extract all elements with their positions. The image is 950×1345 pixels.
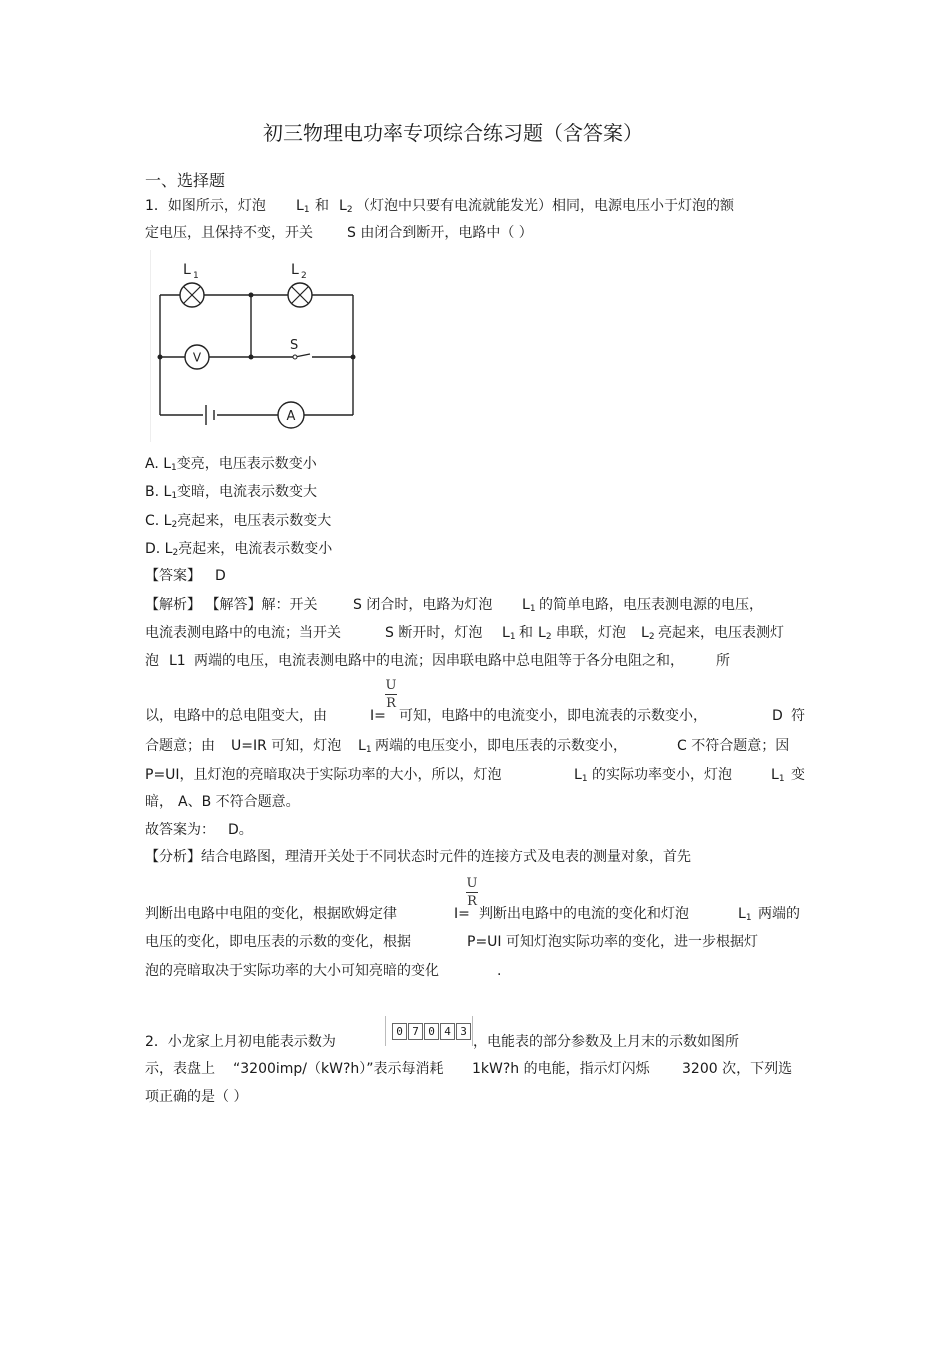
summary-line1: 【分析】结合电路图，理清开关处于不同状态时元件的连接方式及电表的测量对象，首先 [145, 849, 691, 865]
l2-label-sub: 2 [301, 271, 307, 281]
analysis-line4e: 符 [791, 708, 805, 724]
analysis-line5e: C 不符合题意；因 [677, 738, 790, 754]
summary-line2b: I= [454, 906, 470, 922]
analysis-line2e: $L_2$ [538, 625, 552, 642]
analysis-line2a: 电流表测电路中的电流；当开关 [145, 625, 341, 641]
q1-line1-and: 和 [315, 198, 329, 214]
summary-line3b: P=UI 可知灯泡实际功率的变化，进一步根据灯 [467, 934, 758, 950]
summary-line2e: 两端的 [758, 906, 800, 922]
q1-line2: 定电压，且保持不变，开关 [145, 225, 313, 241]
option-d: D. $L_2$亮起来，电流表示数变小 [145, 541, 333, 558]
analysis-line3c: 两端的电压，电流表测电路中的电流；因串联电路中总电阻等于各分电阻之和， [194, 653, 684, 669]
analysis-line3b: L1 [169, 653, 186, 669]
meter-digit: 4 [440, 1023, 455, 1040]
conclusion-label: 故答案为： [145, 822, 215, 838]
analysis-line4c: 可知，电路中的电流变小，即电流表的示数变小， [399, 708, 707, 724]
analysis-line4b: I= [370, 708, 386, 724]
analysis-line2g: $L_2$ [641, 625, 655, 642]
q2-line2d: 3200 次，下列选 [682, 1061, 793, 1077]
summary-line4b: . [497, 963, 502, 979]
summary-line2a: 判断出电路中电阻的变化，根据欧姆定律 [145, 906, 397, 922]
summary-line3a: 电压的变化，即电压表的示数的变化，根据 [145, 934, 411, 950]
option-c: C. $L_2$亮起来，电压表示数变大 [145, 513, 332, 530]
lamp-l1-icon [180, 283, 204, 307]
meter-digits [392, 1023, 472, 1040]
q1-line2-rest: S 由闭合到断开，电路中（ ） [347, 225, 533, 241]
ammeter-icon [278, 402, 304, 428]
q2-line2a: 示，表盘上 [145, 1061, 215, 1077]
analysis-line2b: S 断开时，灯泡 [385, 625, 483, 641]
analysis-line2d: 和 [519, 625, 533, 641]
q2-line2b: “3200imp/（kW?h）”表示每消耗 [233, 1061, 444, 1077]
switch-icon [290, 338, 298, 359]
analysis-line6c: 的实际功率变小，灯泡 [592, 767, 732, 783]
analysis-line6a: P=UI，且灯泡的亮暗取决于实际功率的大小，所以，灯泡 [145, 767, 502, 783]
meter-digit: 0 [392, 1023, 407, 1040]
fraction-u-over-r: U R [385, 678, 397, 711]
summary-line4a: 泡的亮暗取决于实际功率的大小可知亮暗的变化 [145, 963, 439, 979]
l1-label-sub: 1 [193, 271, 199, 281]
analysis-line1a: 【解析】 【解答】解：开关 [145, 597, 318, 613]
ammeter-label: A [286, 409, 296, 424]
q1-line1-l2: $L_2$ [339, 198, 353, 215]
answer-value: D [215, 568, 226, 584]
analysis-line2f: 串联，灯泡 [556, 625, 626, 641]
analysis-line2c: $L_1$ [502, 625, 516, 642]
analysis-line6e: 变 [791, 767, 805, 783]
switch-label: S [290, 338, 299, 353]
l2-label: L [291, 262, 299, 278]
page-title: 初三物理电功率专项综合练习题（含答案） [263, 121, 643, 145]
analysis-line4d: D [772, 708, 783, 724]
analysis-line6d: $L_1$ [771, 767, 785, 784]
voltmeter-label: V [192, 350, 202, 365]
q2-line3: 项正确的是（ ） [145, 1089, 248, 1105]
circuit-diagram [150, 250, 370, 442]
q1-line1-l1: $L_1$ [296, 198, 310, 215]
meter-digit: 7 [408, 1023, 423, 1040]
lamp-l2-icon [288, 283, 312, 307]
q1-line1-rest: （灯泡中只要有电流就能发光）相同，电源电压小于灯泡的额 [356, 198, 734, 214]
analysis-line5c: $L_1$ [358, 738, 372, 755]
analysis-line7a: 暗， [145, 794, 173, 810]
answer-label: 【答案】 [145, 568, 201, 584]
meter-digit: 3 [456, 1023, 471, 1040]
q2-line1b: ，电能表的部分参数及上月末的示数如图所 [473, 1034, 739, 1050]
analysis-line4a: 以，电路中的总电阻变大，由 [145, 708, 327, 724]
summary-line2d: $L_1$ [738, 906, 752, 923]
summary-line2c: 判断出电路中的电流的变化和灯泡 [479, 906, 689, 922]
l1-label: L [183, 262, 191, 278]
voltmeter-icon [185, 345, 209, 369]
analysis-line3a: 泡 [145, 653, 159, 669]
q1-line1: 1．如图所示，灯泡 [145, 198, 266, 214]
analysis-line5b: U=IR 可知，灯泡 [231, 738, 342, 754]
q2-line1a: 2．小龙家上月初电能表示数为 [145, 1034, 336, 1050]
analysis-line1d: 的简单电路，电压表测电源的电压， [539, 597, 763, 613]
analysis-line1b: S 闭合时，电路为灯泡 [353, 597, 493, 613]
analysis-line5a: 合题意；由 [145, 738, 215, 754]
meter-digit: 0 [424, 1023, 439, 1040]
analysis-line3d: 所 [716, 653, 730, 669]
conclusion-value: D。 [228, 822, 253, 838]
analysis-line6b: $L_1$ [574, 767, 588, 784]
analysis-line7b: A、B 不符合题意。 [178, 794, 300, 810]
analysis-line5d: 两端的电压变小，即电压表的示数变小， [375, 738, 627, 754]
option-b: B. $L_1$变暗，电流表示数变大 [145, 484, 318, 501]
section-heading: 一、选择题 [145, 171, 226, 190]
energy-meter-reading [385, 1016, 473, 1046]
analysis-line2h: 亮起来，电压表测灯 [658, 625, 784, 641]
analysis-line1c: $L_1$ [522, 597, 536, 614]
q2-line2c: 1kW?h 的电能，指示灯闪烁 [472, 1061, 650, 1077]
fraction-u-over-r-2: U R [466, 876, 478, 909]
option-a: A. $L_1$变亮，电压表示数变小 [145, 456, 317, 473]
